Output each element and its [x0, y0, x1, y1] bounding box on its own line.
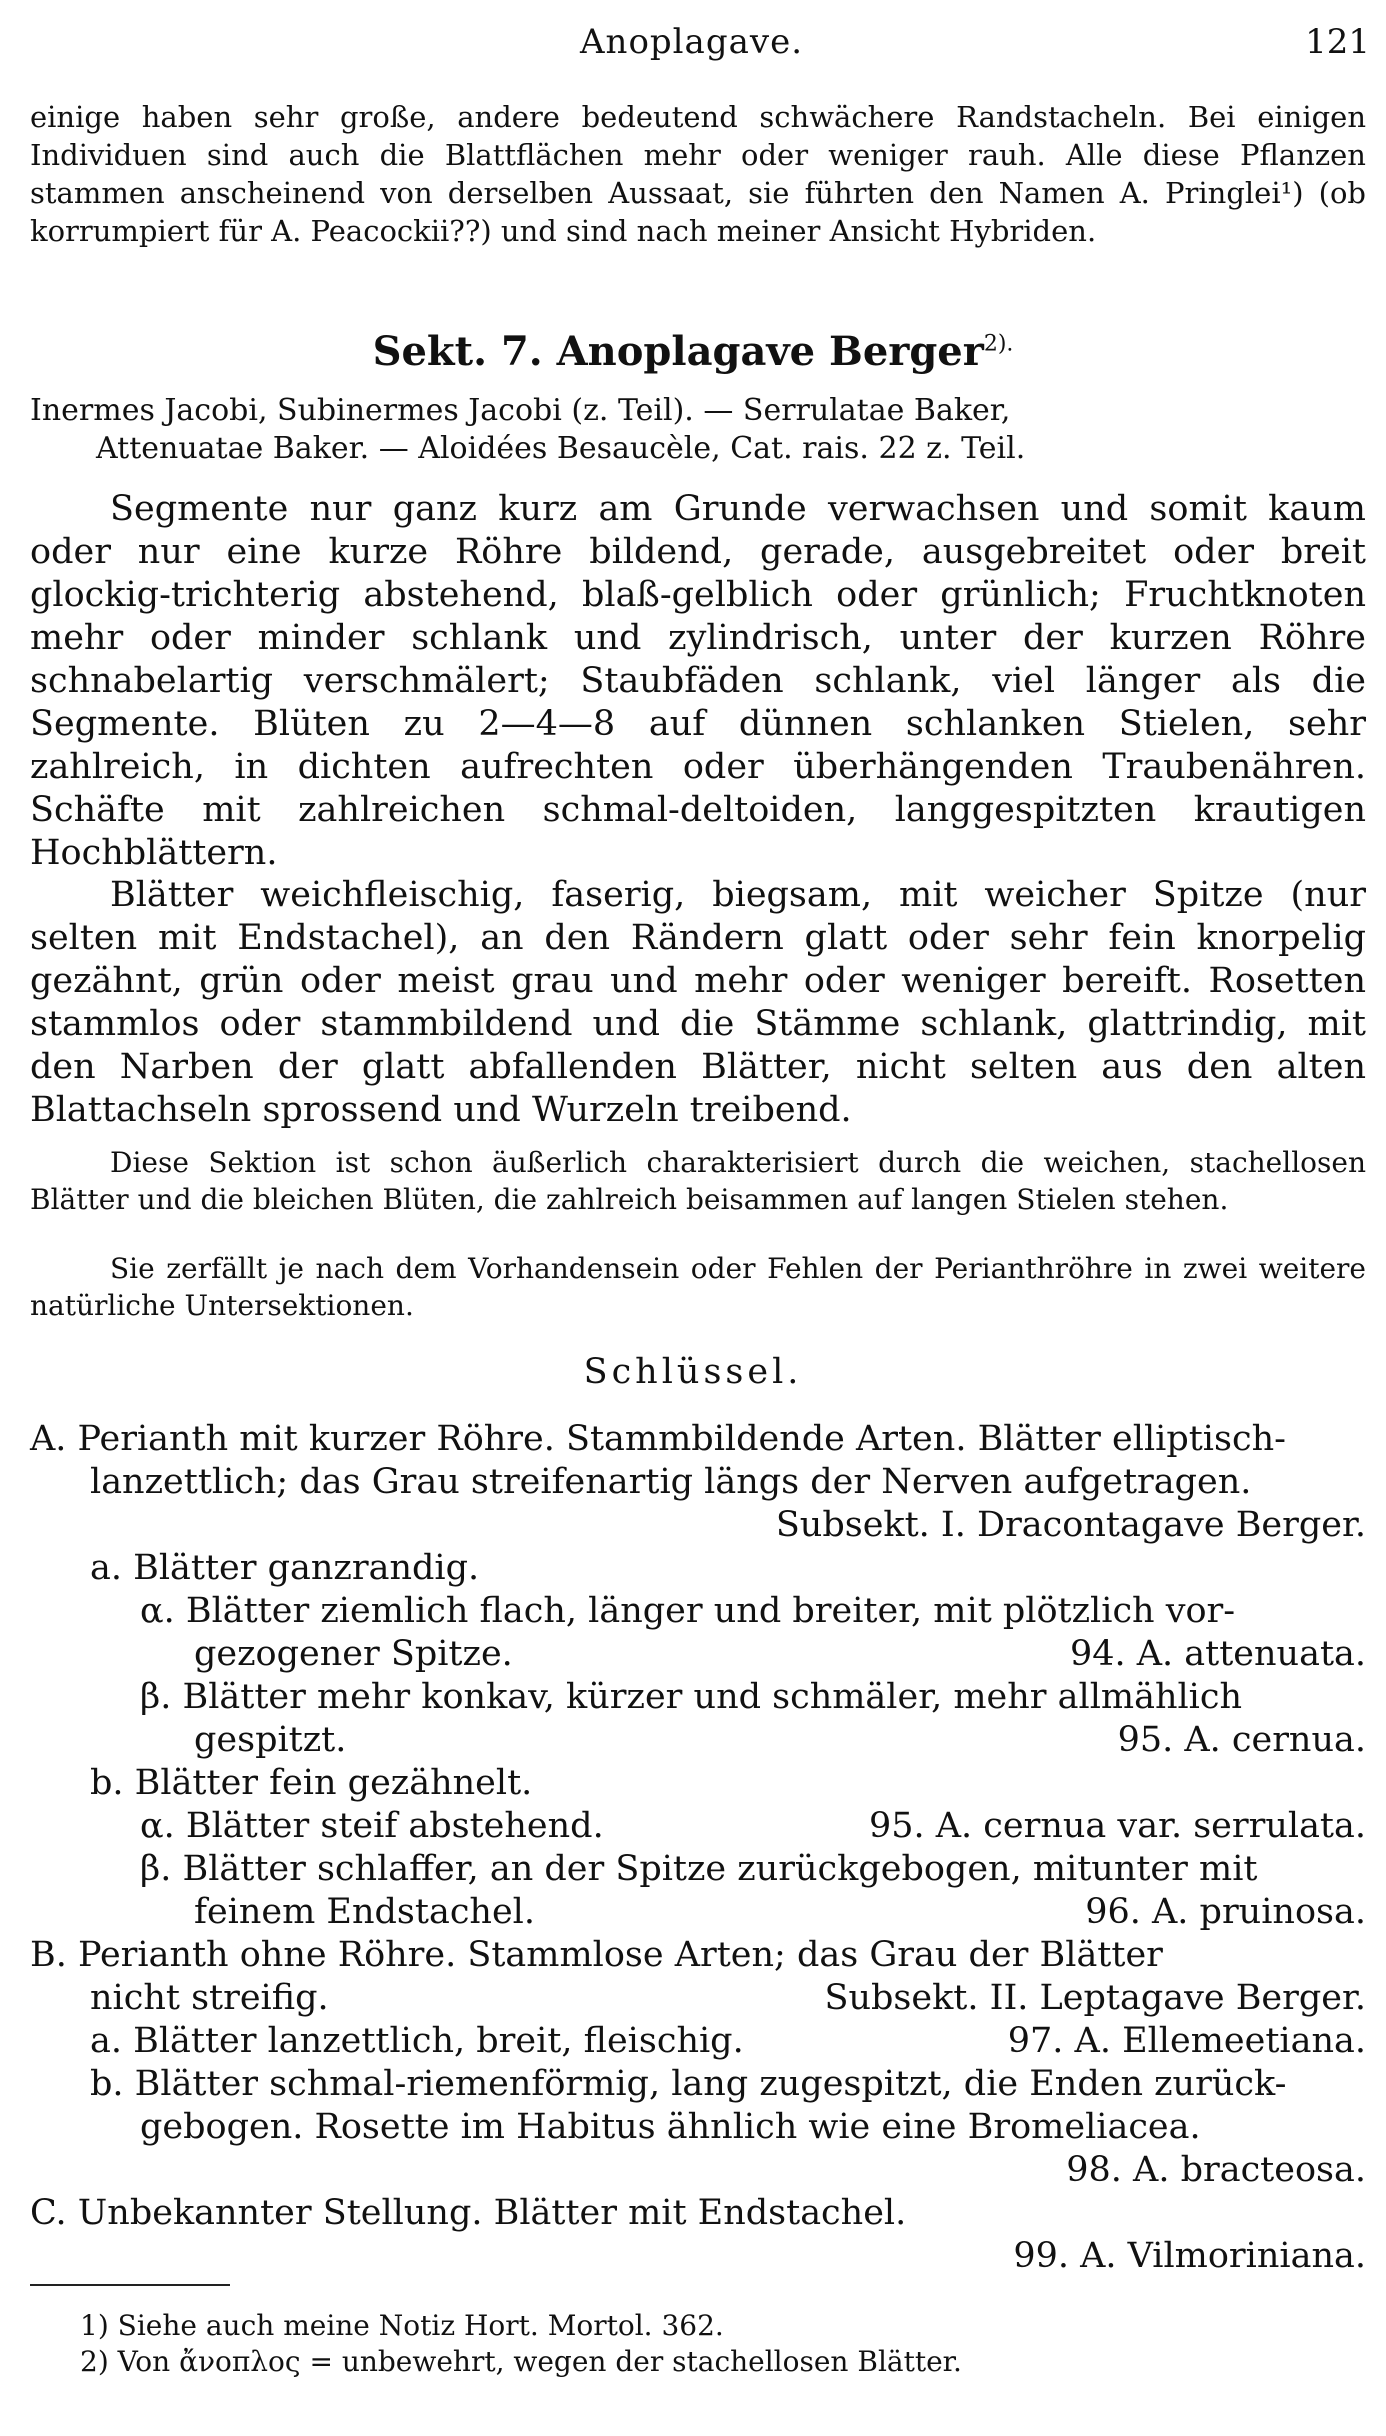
footnote-divider	[30, 2284, 230, 2286]
key-row-A2: lanzettlich; das Grau streifenartig längs der Nerven aufgetragen.	[90, 1462, 1252, 1502]
key-row-Ba: a. Blätter lanzettlich, breit, fleischig. 97. A. Ellemeetiana.	[90, 2021, 1366, 2061]
key-row-a-beta-1: β. Blätter mehr konkav, kürzer und schmäler, mehr allmählich	[140, 1677, 1243, 1717]
section-footnote-mark: 2).	[983, 331, 1014, 357]
running-header	[0, 14, 1386, 64]
key-row-a-alpha-2: gezogener Spitze. 94. A. attenuata.	[194, 1634, 1366, 1674]
description-paragraph-2: Blätter weichfleischig, faserig, biegsam, mit weicher Spitze (nur selten mit Endstachel), an den Rändern glatt oder sehr fein knorpelig gezähnt, grün oder meist grau und mehr oder weniger bereift. Rosetten stammlos oder stammbildend und die Stämme schlank, glattrindig, mit den Narben der glatt abfallenden Blätter, nicht selten aus den alten Blattachseln sprossend und Wurzeln treibend.	[30, 875, 1366, 1130]
footnote-1: 1) Siehe auch meine Notiz Hort. Mortol. 362.	[80, 2309, 724, 2342]
key-row-Bb1: b. Blätter schmal-riemenförmig, lang zugespitzt, die Enden zurück-	[90, 2064, 1287, 2104]
synonyms-line-2: Attenuatae Baker. — Aloidées Besaucèle, Cat. rais. 22 z. Teil.	[96, 431, 1026, 466]
key-row-Bb2: gebogen. Rosette im Habitus ähnlich wie eine Bromeliacea.	[140, 2107, 1201, 2147]
synonyms-block	[30, 392, 1366, 468]
description-paragraph-1: Segmente nur ganz kurz am Grunde verwachsen und somit kaum oder nur eine kurze Röhre bildend, gerade, ausgebreitet oder breit glockig-trichterig abstehend, blaß-gelblich oder grünlich; Fruchtknoten mehr oder minder schlank und zylindrisch, unter der kurzen Röhre schnabelartig verschmälert; Staubfäden schlank, viel länger als die Segmente. Blüten zu 2—4—8 auf dünnen schlanken Stielen, sehr zahlreich, in dichten aufrechten oder überhängenden Traubenähren. Schäfte mit zahlreichen schmal-deltoiden, langgespitzten krautigen Hochblättern.	[30, 489, 1366, 873]
key-row-A3: Subsekt. I. Dracontagave Berger.	[775, 1505, 1366, 1545]
section-title: Sekt. 7. Anoplagave Berger	[372, 328, 984, 375]
footnote-2: 2) Von ἄνοπλος = unbewehrt, wegen der stachellosen Blätter.	[80, 2345, 962, 2378]
key-row-A1: A. Perianth mit kurzer Röhre. Stammbildende Arten. Blätter elliptisch-	[30, 1419, 1286, 1459]
key-row-Bb3: 98. A. bracteosa.	[1066, 2150, 1366, 2190]
key-row-C2: 99. A. Vilmoriniana.	[1013, 2236, 1366, 2276]
key-heading: Schlüssel.	[583, 1352, 803, 1392]
intro-paragraph: einige haben sehr große, andere bedeutend schwächere Randstacheln. Bei einigen Individuen sind auch die Blattflächen mehr oder weniger rauh. Alle diese Pflanzen stammen anscheinend von derselben Aussaat, sie führten den Namen A. Pringlei¹) (ob korrumpiert für A. Peacockii??) und sind nach meiner Ansicht Hybriden.	[30, 100, 1366, 248]
key-row-a: a. Blätter ganzrandig.	[90, 1548, 480, 1588]
key-row-a-beta-2: gespitzt. 95. A. cernua.	[194, 1720, 1366, 1760]
key-row-a-alpha-1: α. Blätter ziemlich flach, länger und breiter, mit plötzlich vor-	[140, 1591, 1236, 1631]
page-number: 121	[1305, 22, 1370, 62]
synonyms-line-1: Inermes Jacobi, Subinermes Jacobi (z. Teil). — Serrulatae Baker,	[30, 393, 1011, 428]
key-row-b: b. Blätter fein gezähnelt.	[90, 1763, 533, 1803]
key-row-B1: B. Perianth ohne Röhre. Stammlose Arten; das Grau der Blätter	[30, 1935, 1163, 1975]
key-row-B2: nicht streifig. Subsekt. II. Leptagave Berger.	[90, 1978, 1366, 2018]
key-row-b-beta-2: feinem Endstachel. 96. A. pruinosa.	[194, 1892, 1366, 1932]
key-row-b-beta-1: β. Blätter schlaffer, an der Spitze zurückgebogen, mitunter mit	[140, 1849, 1258, 1889]
note-paragraph-1: Diese Sektion ist schon äußerlich charakterisiert durch die weichen, stachellosen Blätter und die bleichen Blüten, die zahlreich beisammen auf langen Stielen stehen.	[30, 1146, 1366, 1216]
note-paragraph-2: Sie zerfällt je nach dem Vorhandensein oder Fehlen der Perianthröhre in zwei weitere natürliche Untersektionen.	[30, 1252, 1366, 1322]
key-row-b-alpha: α. Blätter steif abstehend. 95. A. cernua var. serrulata.	[140, 1806, 1366, 1846]
running-title: Anoplagave.	[580, 22, 804, 62]
key-row-C1: C. Unbekannter Stellung. Blätter mit Endstachel.	[30, 2193, 907, 2233]
section-heading	[0, 328, 1386, 375]
